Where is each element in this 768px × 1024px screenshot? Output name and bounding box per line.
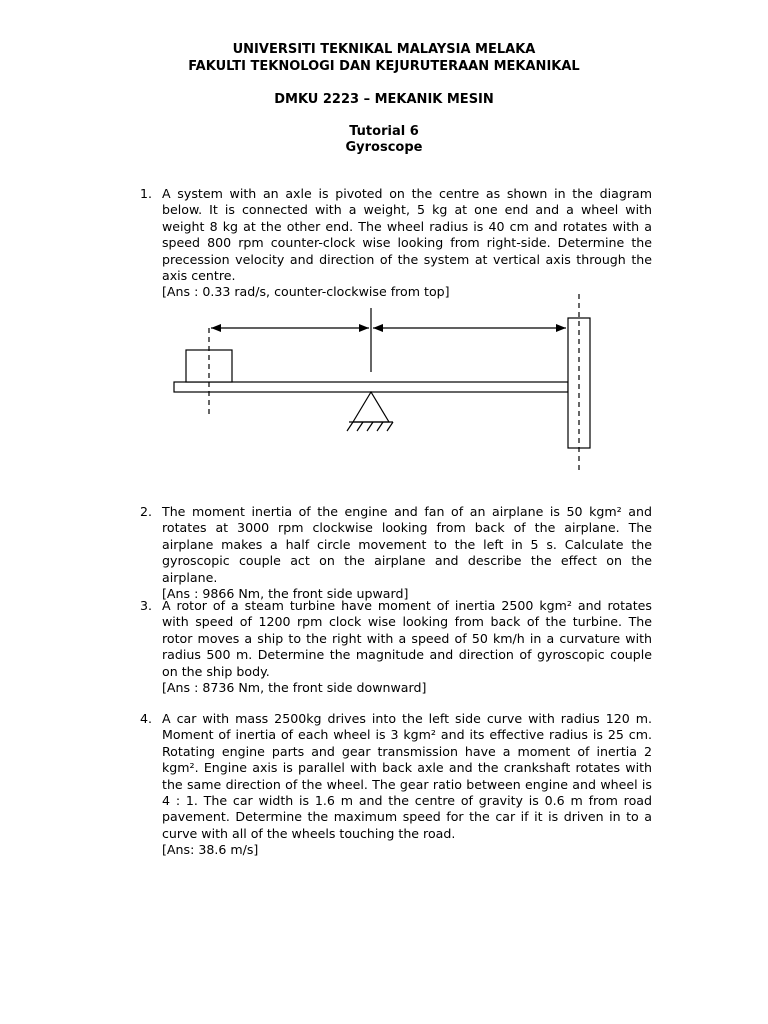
question-text: A rotor of a steam turbine have moment of inertia 2500 kgm² and rotates with speed of 1200 rpm clock wise looking from back of the turbine. The rotor moves a ship to the right with a speed of 50 km/h in a curvature with radius 500 m. Determine the magnitude and direction of gyroscopic couple on the ship body. [162, 598, 652, 679]
question-text: The moment inertia of the engine and fan of an airplane is 50 kgm² and rotates at 3000 rpm clockwise looking from back of the airplane. The airplane makes a half circle movement to the left in 5 s. Calculate the gyroscopic couple act on the airplane and describe the effect on the airplane. [162, 504, 652, 585]
arrowhead [359, 324, 369, 332]
faculty-name: FAKULTI TEKNOLOGI DAN KEJURUTERAAN MEKANIKAL [188, 59, 580, 74]
question-2 [140, 504, 652, 602]
university-name: UNIVERSITI TEKNIKAL MALAYSIA MELAKA [232, 42, 536, 57]
pivot-ground [347, 422, 393, 431]
question-number: 4. [140, 711, 153, 726]
question-number: 3. [140, 598, 153, 613]
question-3 [140, 598, 652, 696]
tutorial-number: Tutorial 6 [349, 124, 419, 139]
pivot-triangle [353, 392, 389, 422]
question-1 [140, 186, 652, 301]
question-number: 2. [140, 504, 153, 519]
question-4 [140, 711, 652, 859]
question-answer: [Ans : 9866 Nm, the front side upward] [162, 586, 409, 602]
arrowhead [556, 324, 566, 332]
question-text: A system with an axle is pivoted on the centre as shown in the diagram below. It is connected with a weight, 5 kg at one end and a wheel with weight 8 kg at the other end. The wheel radius is 40 cm and rotates with a speed 800 rpm counter-clock wise looking from right-side. Determine the precession velocity and direction of the system at vertical axis through the axis centre. [162, 186, 652, 284]
arrowhead [211, 324, 221, 332]
wheel [568, 318, 590, 448]
question-answer: [Ans: 38.6 m/s] [162, 842, 259, 858]
tutorial-topic: Gyroscope [345, 140, 423, 155]
course-title: DMKU 2223 – MEKANIK MESIN [274, 92, 494, 107]
question-text: A car with mass 2500kg drives into the left side curve with radius 120 m. Moment of inertia of each wheel is 3 kgm² and its effective radius is 25 cm. Rotating engine parts and gear transmission have a moment of inertia 2 kgm². Engine axis is parallel with back axle and the crankshaft rotates with the same direction of the wheel. The gear ratio between engine and wheel is 4 : 1. The car width is 1.6 m and the centre of gravity is 0.6 m from road pavement. Determine the maximum speed for the car if it is driven in to a curve with all of the wheels touching the road. [162, 711, 652, 841]
question-answer: [Ans : 0.33 rad/s, counter-clockwise from top] [162, 284, 450, 300]
axle-diagram [160, 290, 600, 480]
question-answer: [Ans : 8736 Nm, the front side downward] [162, 680, 427, 696]
arrowhead [373, 324, 383, 332]
axle-bar [174, 382, 568, 392]
question-number: 1. [140, 186, 153, 201]
